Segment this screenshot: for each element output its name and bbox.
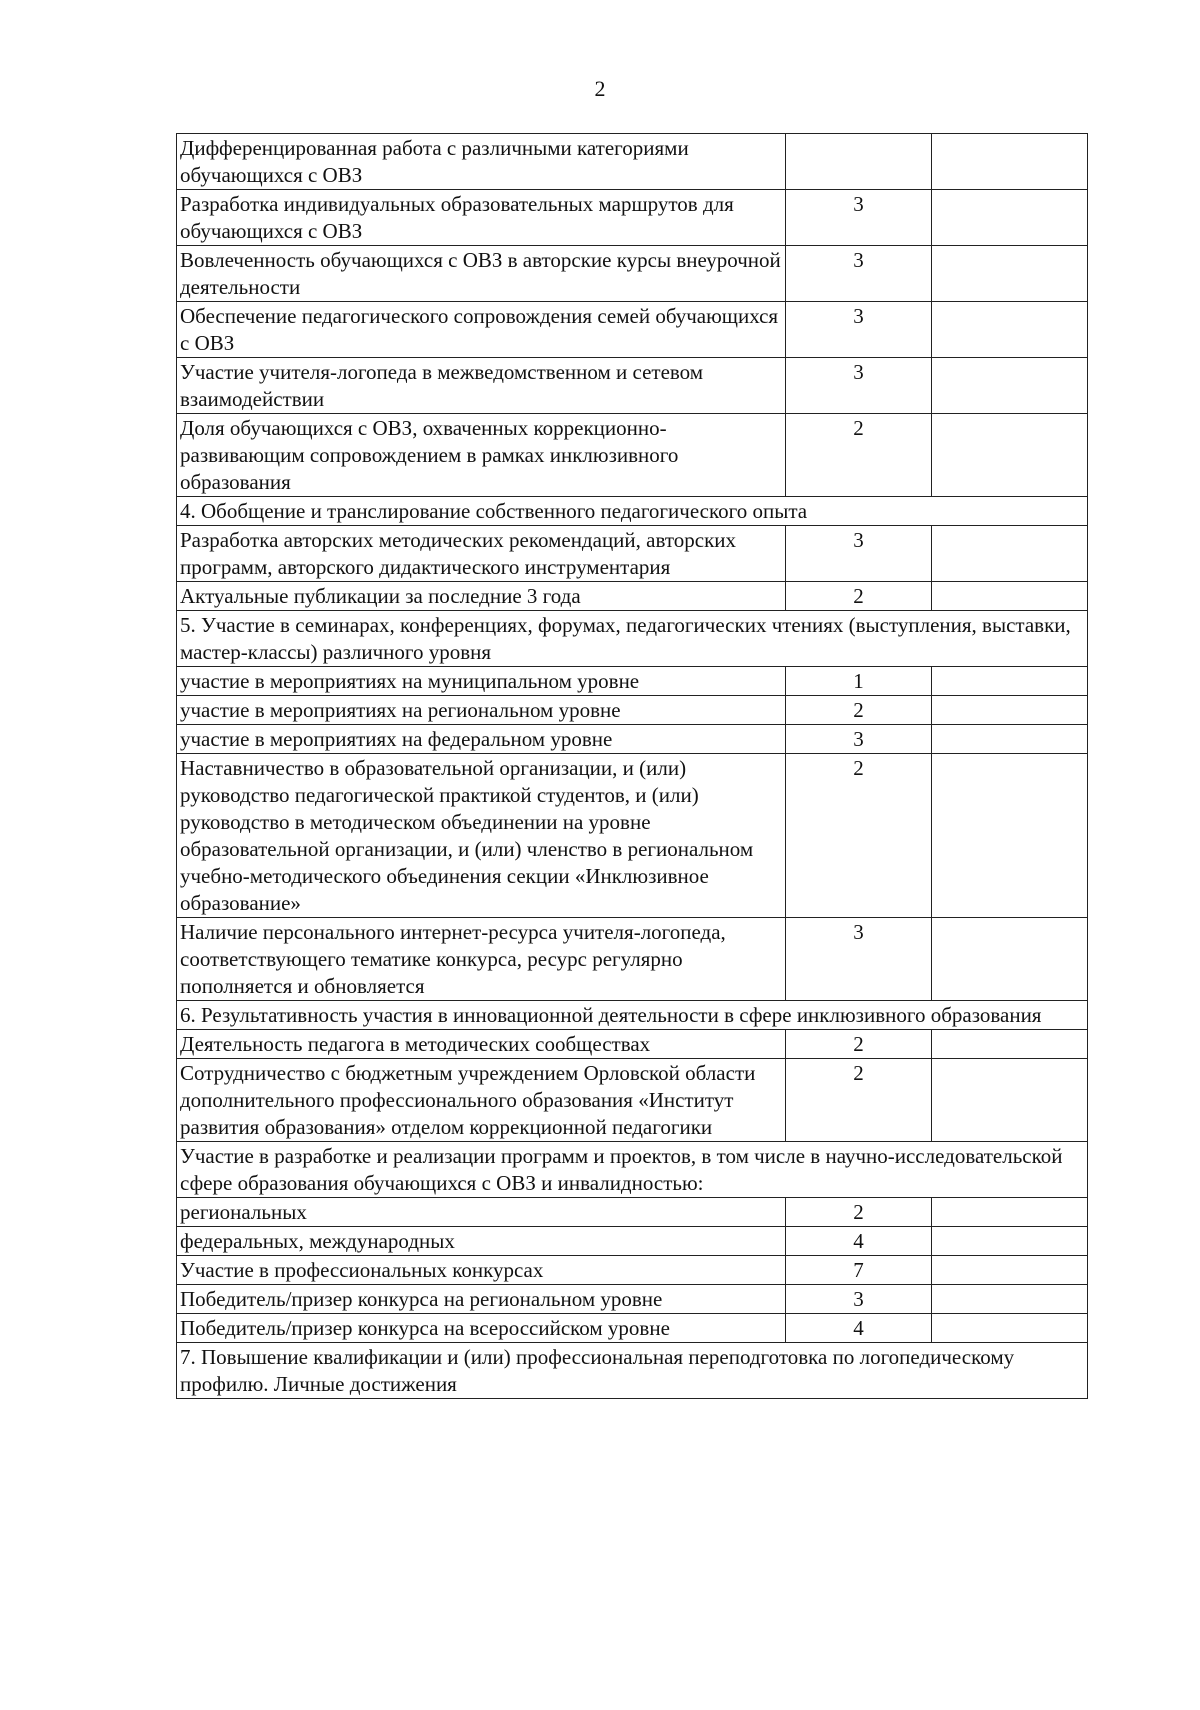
max-score: 2 [786,1059,932,1142]
section-header-row [177,611,1088,667]
assigned-score-cell [932,1314,1088,1343]
assigned-score-cell [932,918,1088,1001]
section-title: Участие в разработке и реализации программ и проектов, в том числе в научно-исследовательской сфере образования обучающихся с ОВЗ и инвалидностью: [177,1142,1088,1198]
criterion-row [177,1285,1088,1314]
section-header-row [177,1343,1088,1399]
max-score: 2 [786,1198,932,1227]
max-score: 3 [786,246,932,302]
max-score: 3 [786,526,932,582]
criterion-row [177,190,1088,246]
criterion-row [177,246,1088,302]
max-score: 2 [786,414,932,497]
max-score: 3 [786,358,932,414]
criterion-text: Наставничество в образовательной организации, и (или) руководство педагогической практикой студентов, и (или) руководство в методическом объединении на уровне образовательной организации, и (или) членство в региональном учебно-методического объединения секции «Инклюзивное образование» [177,754,786,918]
criterion-row [177,696,1088,725]
assigned-score-cell [932,1227,1088,1256]
assigned-score-cell [932,1198,1088,1227]
criterion-text: участие в мероприятиях на муниципальном уровне [177,667,786,696]
criterion-text: Победитель/призер конкурса на всероссийском уровне [177,1314,786,1343]
criterion-row [177,918,1088,1001]
criterion-text: Участие учителя-логопеда в межведомственном и сетевом взаимодействии [177,358,786,414]
max-score: 4 [786,1314,932,1343]
criterion-row [177,1030,1088,1059]
section-header-row [177,1142,1088,1198]
assigned-score-cell [932,1059,1088,1142]
max-score: 2 [786,696,932,725]
assigned-score-cell [932,134,1088,190]
assigned-score-cell [932,754,1088,918]
criterion-row [177,414,1088,497]
criterion-text: Наличие персонального интернет-ресурса учителя-логопеда, соответствующего тематике конкурса, ресурс регулярно пополняется и обновляется [177,918,786,1001]
criterion-text: участие в мероприятиях на федеральном уровне [177,725,786,754]
criterion-text: региональных [177,1198,786,1227]
criterion-text: Вовлеченность обучающихся с ОВЗ в авторские курсы внеурочной деятельности [177,246,786,302]
criterion-text: Обеспечение педагогического сопровождения семей обучающихся с ОВЗ [177,302,786,358]
criterion-text: Доля обучающихся с ОВЗ, охваченных коррекционно-развивающим сопровождением в рамках инклюзивного образования [177,414,786,497]
assigned-score-cell [932,1256,1088,1285]
assigned-score-cell [932,725,1088,754]
section-header-row [177,497,1088,526]
criterion-row [177,754,1088,918]
max-score [786,134,932,190]
criterion-row [177,358,1088,414]
assigned-score-cell [932,414,1088,497]
criterion-row [177,1198,1088,1227]
max-score: 2 [786,754,932,918]
criterion-row [177,582,1088,611]
section-title: 7. Повышение квалификации и (или) профессиональная переподготовка по логопедическому профилю. Личные достижения [177,1343,1088,1399]
max-score: 3 [786,190,932,246]
criterion-row [177,526,1088,582]
max-score: 2 [786,1030,932,1059]
max-score: 1 [786,667,932,696]
page-number: 2 [594,76,606,101]
assigned-score-cell [932,696,1088,725]
assigned-score-cell [932,246,1088,302]
section-header-row [177,1001,1088,1030]
section-title: 5. Участие в семинарах, конференциях, форумах, педагогических чтениях (выступления, выставки, мастер-классы) различного уровня [177,611,1088,667]
criterion-row [177,667,1088,696]
assigned-score-cell [932,582,1088,611]
max-score: 3 [786,918,932,1001]
criteria-table [176,133,1088,1399]
assigned-score-cell [932,667,1088,696]
max-score: 3 [786,725,932,754]
max-score: 2 [786,582,932,611]
assigned-score-cell [932,302,1088,358]
assigned-score-cell [932,1030,1088,1059]
criterion-row [177,134,1088,190]
criterion-text: федеральных, международных [177,1227,786,1256]
section-title: 4. Обобщение и транслирование собственного педагогического опыта [177,497,1088,526]
criterion-text: Разработка авторских методических рекомендаций, авторских программ, авторского дидактического инструментария [177,526,786,582]
criterion-row [177,1059,1088,1142]
criteria-table-body [177,134,1088,1399]
max-score: 3 [786,1285,932,1314]
criterion-text: Участие в профессиональных конкурсах [177,1256,786,1285]
criterion-text: Дифференцированная работа с различными категориями обучающихся с ОВЗ [177,134,786,190]
criterion-row [177,1314,1088,1343]
criterion-text: Актуальные публикации за последние 3 года [177,582,786,611]
section-title: 6. Результативность участия в инновационной деятельности в сфере инклюзивного образования [177,1001,1088,1030]
criterion-text: Сотрудничество с бюджетным учреждением Орловской области дополнительного профессионального образования «Институт развития образования» отделом коррекционной педагогики [177,1059,786,1142]
criterion-text: Деятельность педагога в методических сообществах [177,1030,786,1059]
assigned-score-cell [932,190,1088,246]
criterion-text: Разработка индивидуальных образовательных маршрутов для обучающихся с ОВЗ [177,190,786,246]
criterion-text: участие в мероприятиях на региональном уровне [177,696,786,725]
max-score: 4 [786,1227,932,1256]
assigned-score-cell [932,526,1088,582]
assigned-score-cell [932,1285,1088,1314]
criterion-row [177,302,1088,358]
assigned-score-cell [932,358,1088,414]
criterion-row [177,1256,1088,1285]
criterion-text: Победитель/призер конкурса на региональном уровне [177,1285,786,1314]
criterion-row [177,725,1088,754]
max-score: 7 [786,1256,932,1285]
max-score: 3 [786,302,932,358]
criterion-row [177,1227,1088,1256]
